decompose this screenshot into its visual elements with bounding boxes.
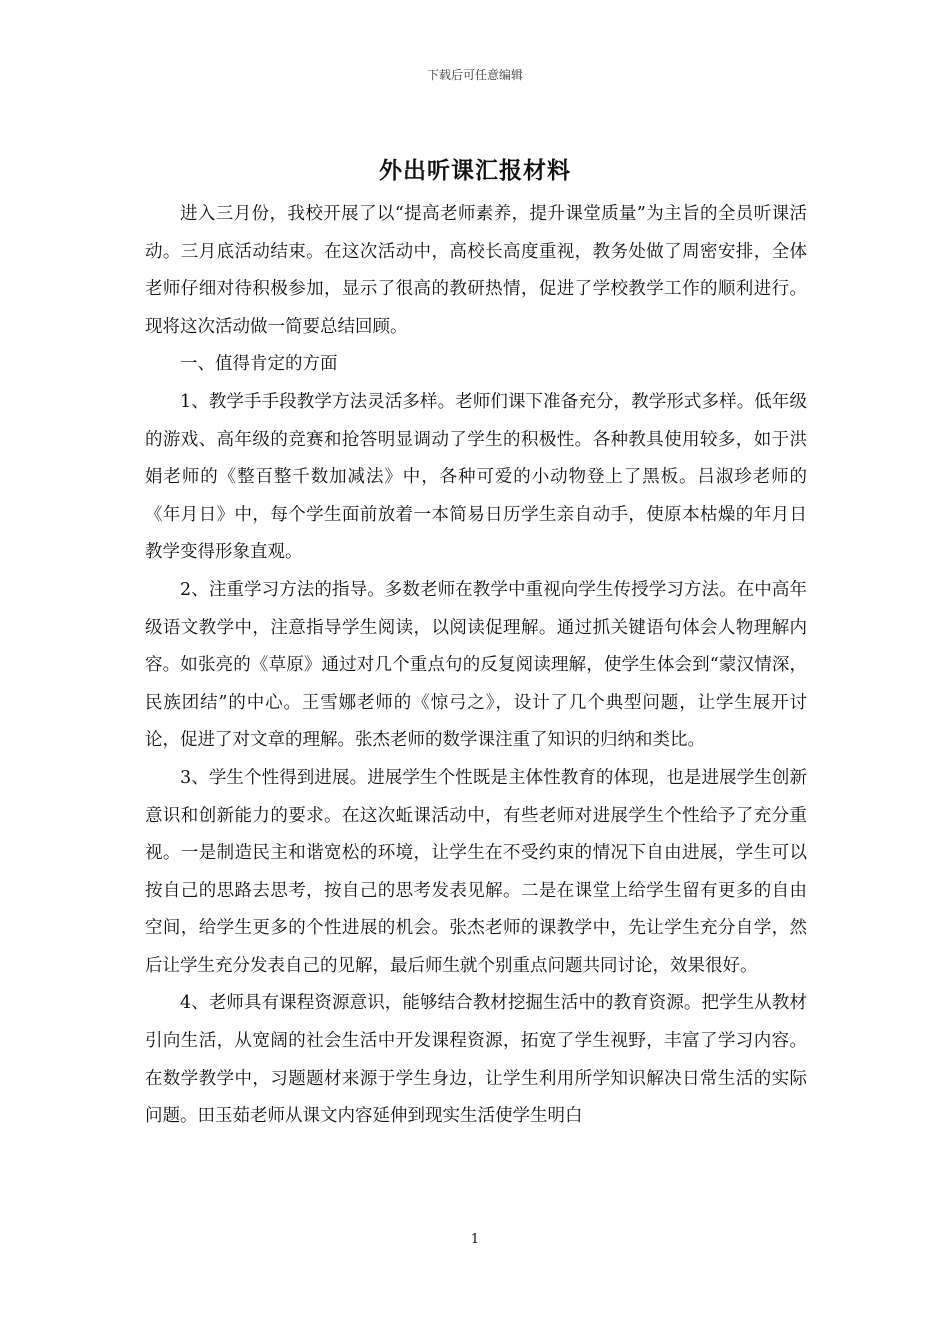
paragraph-point-2: 2、注重学习方法的指导。多数老师在教学中重视向学生传授学习方法。在中高年级语文教学中，注意指导学生阅读，以阅读促理解。通过抓关键语句体会人物理解内容。如张亮的《草原》通过对几个重点句的反复阅读理解，使学生体会到“蒙汉情深，民族团结”的中心。王雪娜老师的《惊弓之》，设计了几个典型问题，让学生展开讨论，促进了对文章的理解。张杰老师的数学课注重了知识的归纳和类比。 (145, 579, 807, 751)
section-heading: 一、值得肯定的方面 (180, 354, 338, 375)
page-number: 1 (470, 1232, 480, 1247)
document-title: 外出听课汇报材料 (379, 157, 571, 184)
paragraph-point-4: 4、老师具有课程资源意识，能够结合教材挖掘生活中的教育资源。把学生从教材引向生活，从宽阔的社会生活中开发课程资源，拓宽了学生视野，丰富了学习内容。在数学教学中，习题题材来源于学生身边，让学生利用所学知识解决日常生活的实际问题。田玉茹老师从课文内容延伸到现实生活使学生明白 (145, 993, 807, 1127)
paragraph-point-1: 1、教学手手段教学方法灵活多样。老师们课下准备充分，教学形式多样。低年级的游戏、高年级的竞赛和抢答明显调动了学生的积极性。各种教具使用较多，如于洪娟老师的《整百整千数加减法》中，各种可爱的小动物登上了黑板。吕淑珍老师的《年月日》中，每个学生面前放着一本简易日历学生亲自动手，使原本枯燥的年月日教学变得形象直观。 (145, 391, 807, 563)
paragraph-point-3: 3、学生个性得到进展。进展学生个性既是主体性教育的体现，也是进展学生创新意识和创新能力的要求。在这次蚯课活动中，有些老师对进展学生个性给予了充分重视。一是制造民主和谐宽松的环境，让学生在不受约束的情况下自由进展，学生可以按自己的思路去思考，按自己的思考发表见解。二是在课堂上给学生留有更多的自由空间，给学生更多的个性进展的机会。张杰老师的课教学中，先让学生充分自学，然后让学生充分发表自己的见解，最后师生就个别重点问题共同讨论，效果很好。 (145, 767, 807, 976)
paragraph-intro: 进入三月份，我校开展了以“提高老师素养，提升课堂质量”为主旨的全员听课活动。三月底活动结束。在这次活动中，高校长高度重视，教务处做了周密安排，全体老师仔细对待积极参加，显示了很高的教研热情，促进了学校教学工作的顺利进行。现将这次活动做一简要总结回顾。 (145, 204, 807, 337)
page-header: 下载后可任意编辑 (426, 68, 523, 82)
document-body (145, 196, 807, 1136)
